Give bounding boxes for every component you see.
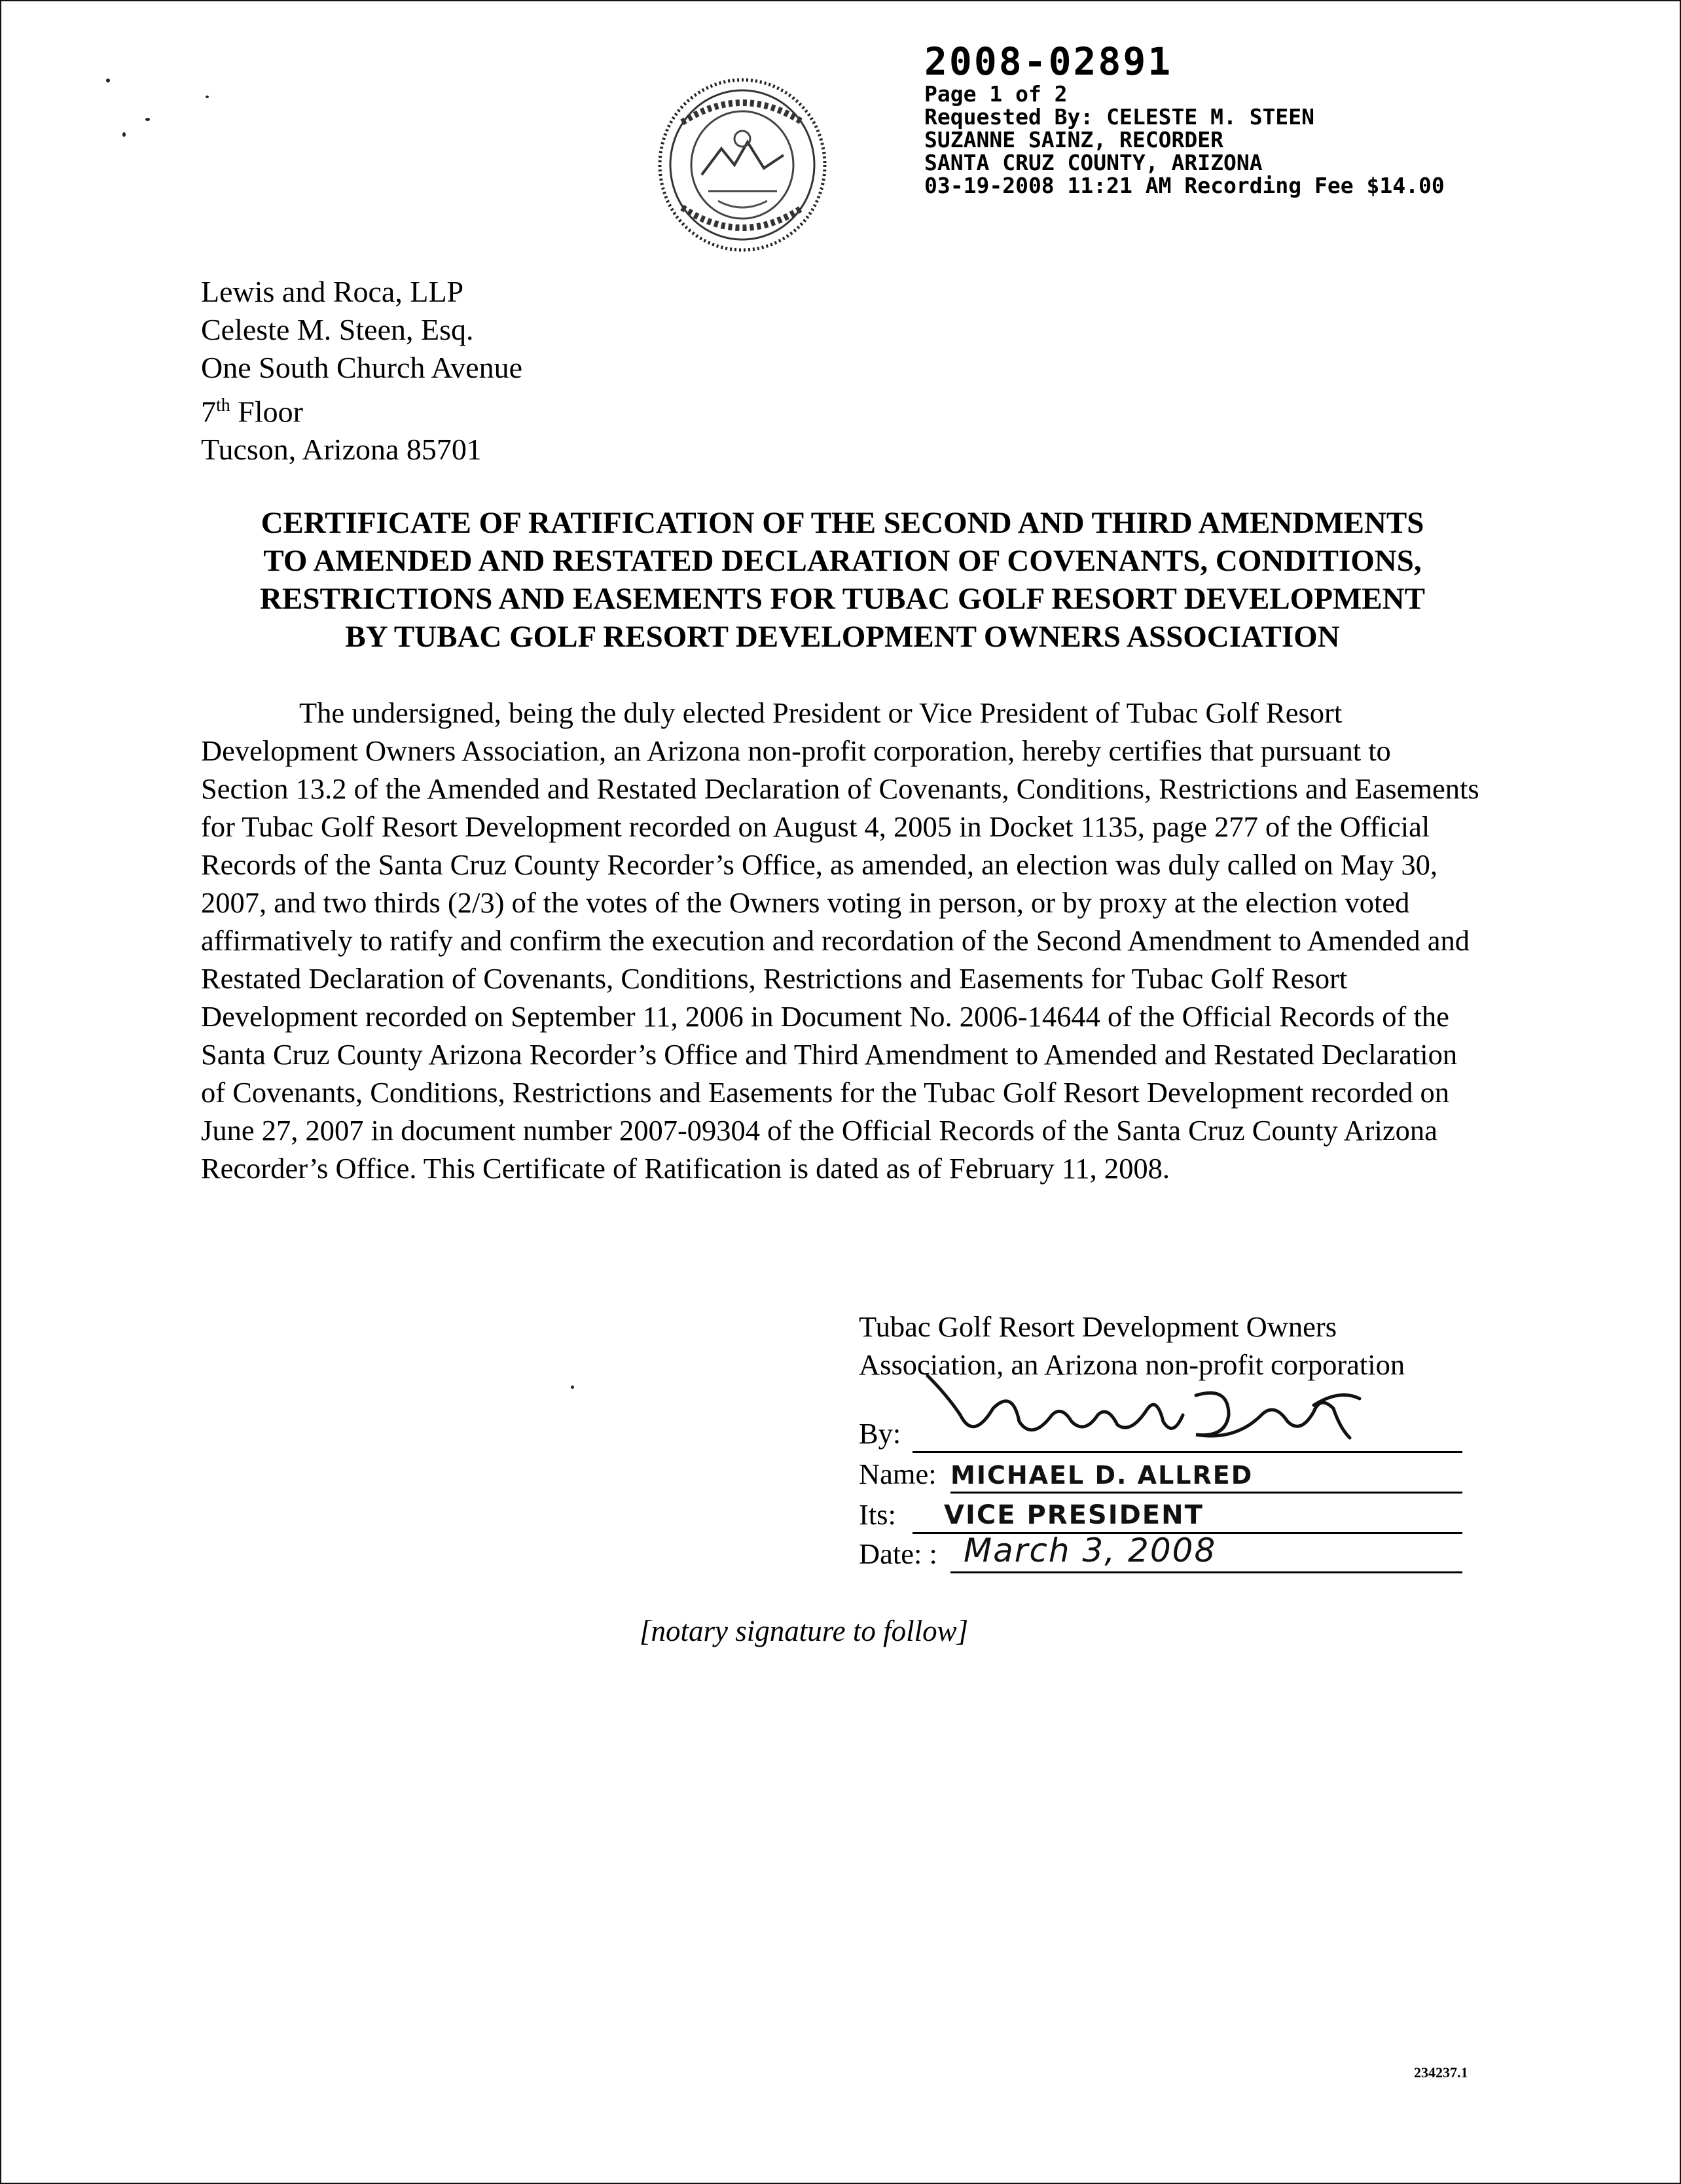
page-count: Page 1 of 2 (924, 81, 1068, 107)
title-line: BY TUBAC GOLF RESORT DEVELOPMENT OWNERS ASSOCIATION (345, 620, 1340, 654)
recorder-county: SANTA CRUZ COUNTY, ARIZONA (924, 150, 1263, 175)
org-line: Association, an Arizona non-profit corporation (859, 1348, 1405, 1381)
its-label: Its: (859, 1498, 896, 1531)
floor-number: 7 (201, 395, 216, 429)
notary-note-text: [notary signature to follow] (640, 1615, 969, 1647)
recording-stamp (924, 41, 1445, 197)
title-line: RESTRICTIONS AND EASEMENTS FOR TUBAC GOLF RESORT DEVELOPMENT (260, 582, 1425, 616)
name-line (950, 1492, 1462, 1494)
recording-number: 2008-02891 (924, 39, 1173, 84)
document-title (185, 504, 1500, 656)
address-city: Tucson, Arizona 85701 (201, 433, 482, 467)
address-street: One South Church Avenue (201, 351, 523, 384)
return-address (201, 273, 522, 469)
floor-suffix: th (216, 395, 230, 416)
floor-word: Floor (230, 395, 303, 429)
org-line: Tubac Golf Resort Development Owners (859, 1310, 1337, 1343)
scan-speck (145, 118, 150, 121)
notary-note (640, 1614, 968, 1648)
body-paragraph: The undersigned, being the duly elected President or Vice President of Tubac Golf Resort Development Owners Association, an Arizona non-profit corporation, hereby certifies that pursuant to Section 13.2 of the Amended and Restated Declaration of Covenants, Conditions, Restrictions and Easements for Tubac Golf Resort Development recorded on August 4, 2005 in Docket 1135, page 277 of the Official Records of the Santa Cruz County Recorder’s Office, as amended, an election was duly called on May 30, 2007, and two thirds (2/3) of the votes of the Owners voting in person, or by proxy at the election voted affirmatively to ratify and confirm the execution and recordation of the Second Amendment to Amended and Restated Declaration of Covenants, Conditions, Restrictions and Easements for Tubac Golf Resort Development recorded on September 11, 2006 in Document No. 2006-14644 of the Official Records of the Santa Cruz County Arizona Recorder’s Office and Third Amendment to Amended and Restated Declaration of Covenants, Conditions, Restrictions and Easements for the Tubac Golf Resort Development recorded on June 27, 2007 in document number 2007-09304 of the Official Records of the Santa Cruz County Arizona Recorder’s Office. This Certificate of Ratification is dated as of February 11, 2008. (201, 696, 1479, 1185)
recorder-name: SUZANNE SAINZ, RECORDER (924, 127, 1223, 152)
requested-by: Requested By: CELESTE M. STEEN (924, 104, 1315, 130)
name-value: MICHAEL D. ALLRED (950, 1461, 1254, 1490)
scan-speck (106, 79, 110, 82)
scan-speck (206, 96, 209, 98)
name-label: Name: (859, 1458, 937, 1490)
by-label: By: (859, 1417, 901, 1450)
address-firm: Lewis and Roca, LLP (201, 275, 464, 308)
its-value: VICE PRESIDENT (944, 1500, 1204, 1530)
title-line: CERTIFICATE OF RATIFICATION OF THE SECOND AND THIRD AMENDMENTS (261, 506, 1424, 540)
address-attorney: Celeste M. Steen, Esq. (201, 313, 474, 346)
scan-speck (571, 1386, 574, 1389)
scan-speck (122, 132, 126, 137)
date-value: March 3, 2008 (964, 1531, 1217, 1569)
date-label: Date: : (859, 1537, 937, 1570)
date-line (950, 1571, 1462, 1573)
title-line: TO AMENDED AND RESTATED DECLARATION OF COVENANTS, CONDITIONS, (263, 544, 1422, 578)
address-floor (201, 387, 522, 431)
county-seal-icon (656, 77, 829, 253)
document-reference: 234237.1 (1414, 2064, 1468, 2081)
recording-datetime-fee: 03-19-2008 11:21 AM Recording Fee $14.00 (924, 173, 1445, 198)
